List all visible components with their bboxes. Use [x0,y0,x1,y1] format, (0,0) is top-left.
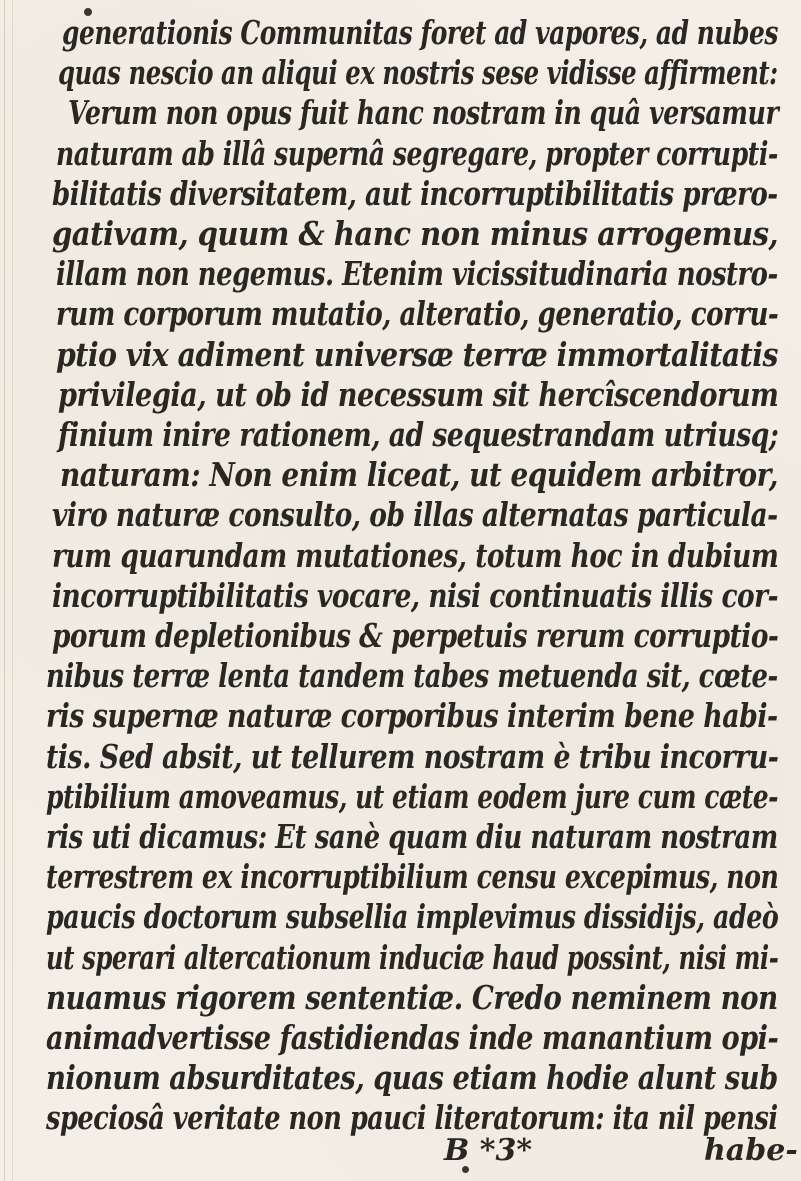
gutter-line [12,0,13,1181]
text-line: ris supernæ naturæ corporibus interim bene habi- [46,696,778,736]
text-line: ptio vix adiment universæ terræ immortalitatis [56,334,778,374]
text-line: gativam, quum & hanc non minus arrogemus, [52,214,779,253]
text-line: nionum absurditates, quas etiam hodie alunt sub [46,1058,778,1098]
text-line: terrestrem ex incorruptibilium censu excepimus, non [46,857,779,897]
text-line: naturam ab illâ supernâ segregare, propter corrupti- [56,133,778,173]
text-line: ut sperari altercationum induciæ haud possint, nisi mi- [46,937,779,977]
text-line: nuamus rigorem sententiæ. Credo neminem non [46,977,778,1017]
catchword: habe- [704,1133,798,1168]
text-line: privilegia, ut ob id necessum sit hercîscendorum [58,374,779,414]
text-line: generationis Communitas foret ad vapores, ad nubes [62,13,778,52]
text-line: illam non negemus. Etenim vicissitudinaria nostro- [56,254,778,294]
text-line: Verum non opus fuit hanc nostram in quâ versamur [68,93,779,133]
text-line: tis. Sed absit, ut tellurem nostram è tribu incorru- [46,736,779,776]
gutter-line [4,0,5,1181]
text-line: viro naturæ consulto, ob illas alternatas particula- [52,495,778,535]
text-line: rum corporum mutatio, alteratio, generatio, corru- [56,294,779,334]
text-line: quas nescio an aliqui ex nostris sese vidisse affirment: [58,53,778,93]
text-line: speciosâ veritate non pauci literatorum: ita nil pensi [46,1098,778,1138]
text-line: incorruptibilitatis vocare, nisi continuatis illis cor- [52,575,779,615]
text-line: porum depletionibus & perpetuis rerum corruptio- [52,616,779,655]
text-line: animadvertisse fastidiendas inde manantium opi- [46,1018,779,1057]
text-line: ptibilium amoveamus, ut etiam eodem jure cum cæte- [46,776,779,816]
text-line: naturam: Non enim liceat, ut equidem arbitror, [60,455,779,495]
signature-mark: B *3* [444,1133,533,1168]
text-line: rum quarundam mutationes, totum hoc in dubium [52,535,779,575]
text-line: ris uti dicamus: Et sanè quam diu naturam nostram [46,817,778,856]
text-line: nibus terræ lenta tandem tabes metuenda sit, cœte- [46,656,778,696]
text-line: paucis doctorum subsellia implevimus dissidijs, adeò [46,897,779,937]
text-line: bilitatis diversitatem, aut incorruptibilitatis præro- [52,173,778,213]
text-line: finium inire rationem, ad sequestrandam utriusq; [58,415,779,454]
